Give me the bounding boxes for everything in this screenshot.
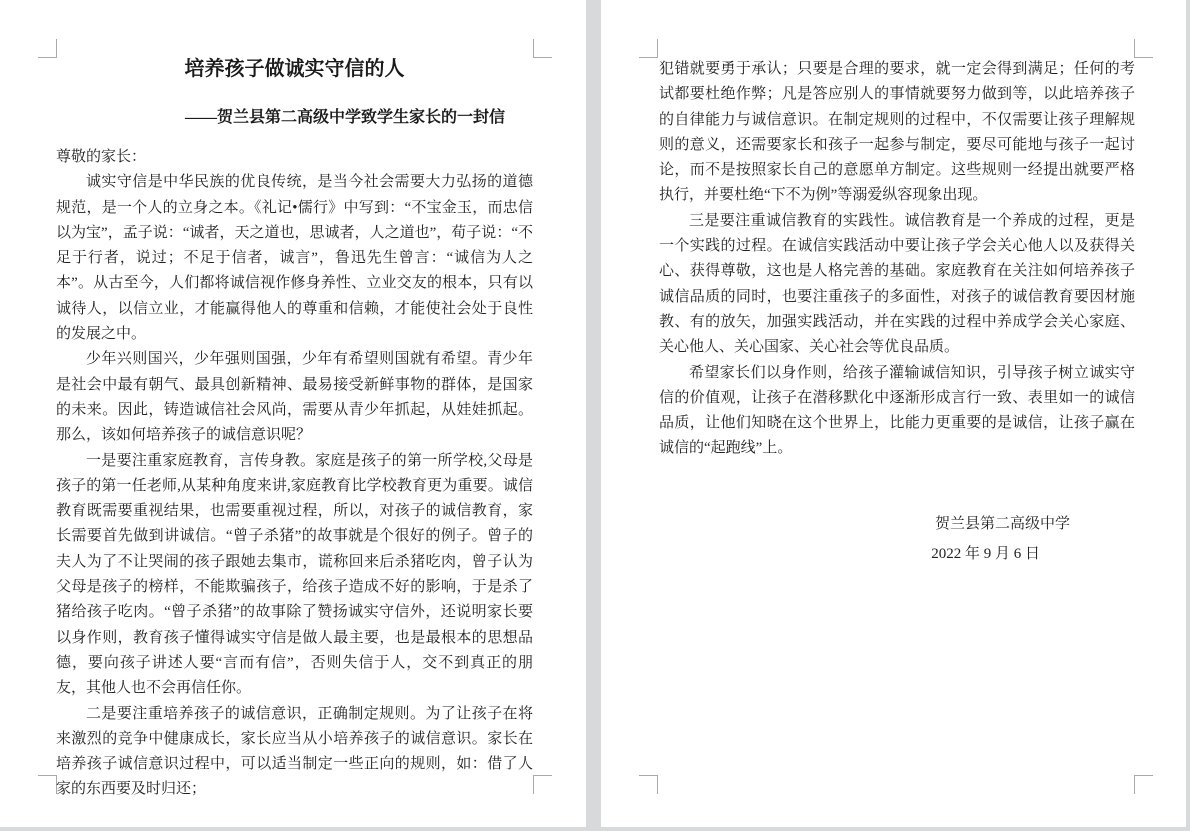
margin-crop-mark-bottom-right — [1134, 775, 1153, 794]
paragraph-youth: 少年兴则国兴，少年强则国强，少年有希望则国就有希望。青少年是社会中最有朝气、最具创新精神、最易接受新鲜事物的群体，是国家的未来。因此，铸造诚信社会风尚，需要从青少年抓起，从娃娃抓起。那么，该如何培养孩子的诚信意识呢？ — [56, 351, 533, 444]
paragraph-point-2-continued: 犯错就要勇于承认；只要是合理的要求，就一定会得到满足；任何的考试都要杜绝作弊；凡是答应别人的事情就要努力做到等，以此培养孩子的自律能力与诚信意识。在制定规则的过程中，不仅需要让孩子理解规则的意义，还需要家长和孩子一起参与制定，要尽可能地与孩子一起讨论，而不是按照家长自己的意愿单方制定。这些规则一经提出就要严格执行，并要杜绝“下不为例”等溺爱纵容现象出现。 — [659, 61, 1135, 204]
margin-crop-mark-bottom-left — [38, 775, 57, 794]
paragraph-point-1: 一是要注重家庭教育，言传身教。家庭是孩子的第一所学校,父母是孩子的第一任老师,从某种角度来讲,家庭教育比学校教育更为重要。诚信教育既需要重视结果，也需要重视过程，所以，对孩子的诚信教育，家长需要首先做到讲诚信。“曾子杀猪”的故事就是个很好的例子。曾子的夫人为了不让哭闹的孩子跟她去集市，谎称回来后杀猪吃肉，曾子认为父母是孩子的榜样，不能欺骗孩子，给孩子造成不好的影响，于是杀了猪给孩子吃肉。“曾子杀猪”的故事除了赞扬诚实守信外，还说明家长要以身作则，教育孩子懂得诚实守信是做人最主要，也是最根本的思想品德，要向孩子讲述人要“言而有信”，否则失信于人，交不到真正的朋友，其他人也不会再信任你。 — [56, 452, 533, 697]
signature-date: 2022 年 9 月 6 日 — [931, 545, 1040, 562]
margin-crop-mark-bottom-right — [533, 775, 552, 794]
margin-crop-mark-top-left — [38, 39, 57, 58]
page-2-content — [659, 0, 1135, 567]
paragraph-intro: 诚实守信是中华民族的优良传统，是当今社会需要大力弘扬的道德规范，是一个人的立身之本。《礼记•儒行》中写到：“不宝金玉，而忠信以为宝”，孟子说：“诚者，天之道也，思诚者，人之道也”，荀子说：“不足于行者，说过；不足于信者，诚言”，鲁迅先生曾言：“诚信为人之本”。从古至今，人们都将诚信视作修身养性、立业交友的根本，只有以诚待人，以信立业，才能赢得他人的尊重和信赖，才能使社会处于良性的发展之中。 — [56, 174, 533, 343]
margin-crop-mark-top-right — [1134, 39, 1153, 58]
paragraph-point-3: 三是要注重诚信教育的实践性。诚信教育是一个养成的过程，更是一个实践的过程。在诚信实践活动中要让孩子学会关心他人以及获得关心、获得尊敬，这也是人格完善的基础。家庭教育在关注如何培养孩子诚信品质的同时，也要注重孩子的多面性，对孩子的诚信教育要因材施教、有的放矢，加强实践活动，并在实践的过程中养成学会关心家庭、关心他人、关心国家、关心社会等优良品质。 — [659, 212, 1135, 356]
page-1[interactable] — [0, 0, 586, 827]
page-2[interactable] — [601, 0, 1186, 827]
document-subtitle: ——贺兰县第二高级中学致学生家长的一封信 — [184, 109, 505, 126]
signature-block — [659, 512, 1135, 567]
paragraph-point-2-start: 二是要注重培养孩子的诚信意识，正确制定规则。为了让孩子在将来激烈的竞争中健康成长，家长应当从小培养孩子的诚信意识。家长在培养孩子诚信意识过程中，可以适当制定一些正向的规则，如：借了人家的东西要及时归还； — [56, 705, 533, 798]
margin-crop-mark-bottom-left — [639, 775, 658, 794]
salutation: 尊敬的家长： — [56, 149, 147, 165]
signature-school-name: 贺兰县第二高级中学 — [934, 515, 1070, 532]
margin-crop-mark-top-left — [639, 39, 658, 58]
paragraph-closing: 希望家长们以身作则，给孩子灌输诚信知识，引导孩子树立诚实守信的价值观，让孩子在潜移默化中逐渐形成言行一致、表里如一的诚信品质，让他们知晓在这个世界上，比能力更重要的是诚信，让孩子赢在诚信的“起跑线”上。 — [659, 364, 1135, 457]
margin-crop-mark-top-right — [533, 39, 552, 58]
page-1-content — [56, 0, 533, 803]
document-title: 培养孩子做诚实守信的人 — [184, 58, 405, 80]
